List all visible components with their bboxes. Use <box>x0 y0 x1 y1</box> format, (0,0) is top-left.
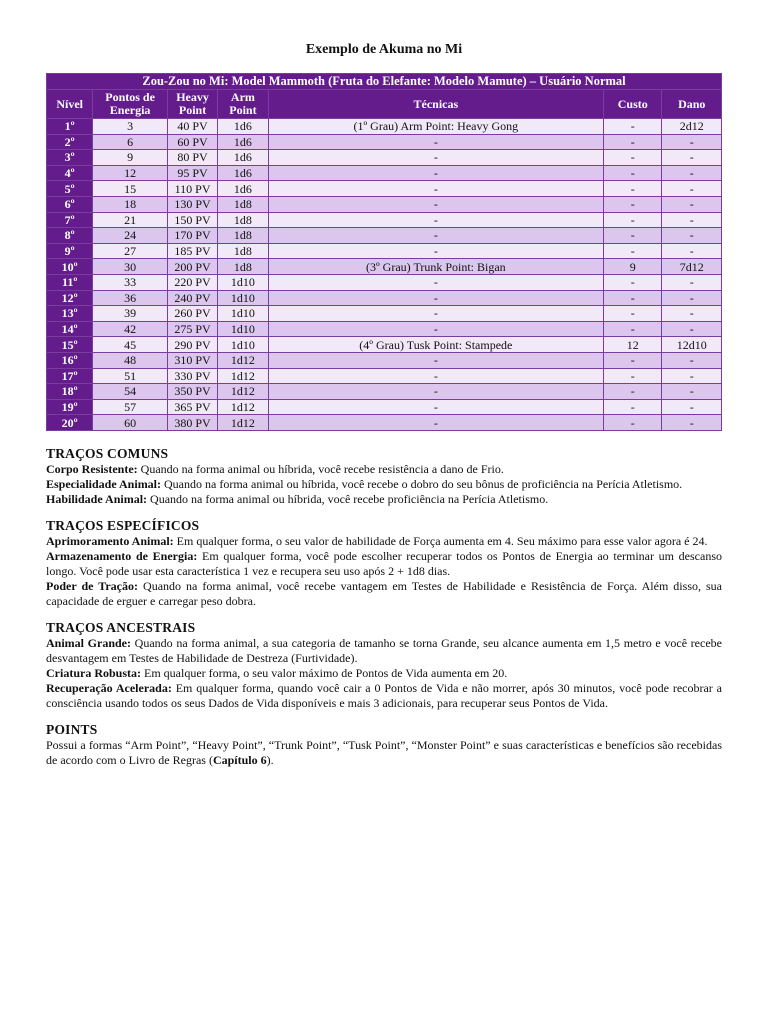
heavy-point-cell: 60 PV <box>167 134 217 150</box>
header-pontos-energia: Pontos de Energia <box>93 90 168 119</box>
dano-cell: - <box>662 212 722 228</box>
heavy-point-cell: 130 PV <box>167 196 217 212</box>
arm-point-cell: 1d8 <box>218 212 268 228</box>
nivel-cell: 4º <box>47 165 93 181</box>
trait-text: Quando na forma animal ou híbrida, você recebe resistência a dano de Frio. <box>137 462 504 476</box>
trait-text: Quando na forma animal, você recebe vantagem em Testes de Habilidade e Resistência de Força. Além disso, sua capacidade de erguer e carregar peso dobra. <box>46 579 722 608</box>
section-tracos-ancestrais <box>46 619 722 711</box>
tecnica-cell: (1º Grau) Arm Point: Heavy Gong <box>268 119 603 135</box>
energia-cell: 33 <box>93 274 168 290</box>
tecnica-cell: - <box>268 150 603 166</box>
arm-point-cell: 1d6 <box>218 181 268 197</box>
tecnica-cell: - <box>268 399 603 415</box>
table-row <box>47 196 722 212</box>
tecnica-cell: - <box>268 290 603 306</box>
arm-point-cell: 1d12 <box>218 352 268 368</box>
tecnica-cell: - <box>268 306 603 322</box>
trait-paragraph <box>46 636 722 666</box>
dano-cell: - <box>662 181 722 197</box>
trait-text: Quando na forma animal ou híbrida, você recebe o dobro do seu bônus de proficiência na Perícia Atletismo. <box>161 477 683 491</box>
arm-point-cell: 1d8 <box>218 259 268 275</box>
arm-point-cell: 1d6 <box>218 119 268 135</box>
tecnica-cell: - <box>268 368 603 384</box>
trait-text: Em qualquer forma, quando você cair a 0 Pontos de Vida e não morrer, após 30 minutos, você pode recobrar a consciência usando todos os seus Dados de Vida disponíveis e mais 3 adicionais, para recuperar seus Pontos de Vida. <box>46 681 722 710</box>
heavy-point-cell: 275 PV <box>167 321 217 337</box>
energia-cell: 12 <box>93 165 168 181</box>
tecnica-cell: - <box>268 134 603 150</box>
akuma-table <box>46 73 722 431</box>
tecnica-cell: - <box>268 384 603 400</box>
table-row <box>47 352 722 368</box>
nivel-cell: 14º <box>47 321 93 337</box>
traits-sections <box>46 445 722 778</box>
tecnica-cell: - <box>268 321 603 337</box>
heavy-point-cell: 365 PV <box>167 399 217 415</box>
dano-cell: - <box>662 134 722 150</box>
arm-point-cell: 1d10 <box>218 337 268 353</box>
energia-cell: 54 <box>93 384 168 400</box>
trait-term: Poder de Tração: <box>46 579 139 593</box>
heavy-point-cell: 310 PV <box>167 352 217 368</box>
custo-cell: - <box>604 228 662 244</box>
dano-cell: 12d10 <box>662 337 722 353</box>
nivel-cell: 16º <box>47 352 93 368</box>
tecnica-cell: - <box>268 243 603 259</box>
dano-cell: - <box>662 399 722 415</box>
custo-cell: - <box>604 243 662 259</box>
arm-point-cell: 1d12 <box>218 368 268 384</box>
trait-text: Quando na forma animal, a sua categoria de tamanho se torna Grande, seu alcance aumenta em 1,5 metro e você recebe desvantagem em Testes de Habilidade de Destreza (Furtividade). <box>46 636 722 665</box>
heavy-point-cell: 290 PV <box>167 337 217 353</box>
energia-cell: 45 <box>93 337 168 353</box>
energia-cell: 42 <box>93 321 168 337</box>
energia-cell: 18 <box>93 196 168 212</box>
table-row <box>47 337 722 353</box>
header-tecnicas: Técnicas <box>268 90 603 119</box>
energia-cell: 57 <box>93 399 168 415</box>
energia-cell: 39 <box>93 306 168 322</box>
nivel-cell: 20º <box>47 415 93 431</box>
points-text-end: ). <box>266 753 274 767</box>
custo-cell: - <box>604 181 662 197</box>
custo-cell: - <box>604 290 662 306</box>
section-tracos-especificos <box>46 517 722 609</box>
dano-cell: - <box>662 321 722 337</box>
energia-cell: 9 <box>93 150 168 166</box>
heavy-point-cell: 185 PV <box>167 243 217 259</box>
custo-cell: - <box>604 352 662 368</box>
nivel-cell: 7º <box>47 212 93 228</box>
custo-cell: - <box>604 274 662 290</box>
section-points <box>46 721 722 768</box>
dano-cell: 2d12 <box>662 119 722 135</box>
table-row <box>47 384 722 400</box>
header-heavy-point: Heavy Point <box>167 90 217 119</box>
trait-text: Em qualquer forma, o seu valor de habilidade de Força aumenta em 4. Seu máximo para esse valor agora é 24. <box>173 534 708 548</box>
nivel-cell: 15º <box>47 337 93 353</box>
table-row <box>47 290 722 306</box>
energia-cell: 21 <box>93 212 168 228</box>
dano-cell: - <box>662 150 722 166</box>
section-heading: TRAÇOS ESPECÍFICOS <box>46 518 200 533</box>
table-row <box>47 165 722 181</box>
trait-term: Especialidade Animal: <box>46 477 162 491</box>
energia-cell: 30 <box>93 259 168 275</box>
custo-cell: - <box>604 415 662 431</box>
nivel-cell: 10º <box>47 259 93 275</box>
header-nivel: Nível <box>47 90 93 119</box>
table-row <box>47 321 722 337</box>
table-body <box>47 119 722 431</box>
trait-paragraph <box>46 681 722 711</box>
dano-cell: - <box>662 368 722 384</box>
trait-term: Aprimoramento Animal: <box>46 534 174 548</box>
table-caption: Zou-Zou no Mi: Model Mammoth (Fruta do Elefante: Modelo Mamute) – Usuário Normal <box>47 74 722 90</box>
nivel-cell: 11º <box>47 274 93 290</box>
header-custo: Custo <box>604 90 662 119</box>
heavy-point-cell: 170 PV <box>167 228 217 244</box>
trait-term: Animal Grande: <box>46 636 131 650</box>
table-row <box>47 134 722 150</box>
table-row <box>47 259 722 275</box>
nivel-cell: 18º <box>47 384 93 400</box>
table-row <box>47 399 722 415</box>
trait-paragraph <box>46 534 722 549</box>
dano-cell: - <box>662 290 722 306</box>
nivel-cell: 8º <box>47 228 93 244</box>
table-row <box>47 243 722 259</box>
custo-cell: - <box>604 306 662 322</box>
tecnica-cell: - <box>268 165 603 181</box>
tecnica-cell: - <box>268 181 603 197</box>
table-row <box>47 306 722 322</box>
nivel-cell: 2º <box>47 134 93 150</box>
arm-point-cell: 1d10 <box>218 306 268 322</box>
heavy-point-cell: 350 PV <box>167 384 217 400</box>
trait-paragraph <box>46 477 722 492</box>
tecnica-cell: (3º Grau) Trunk Point: Bigan <box>268 259 603 275</box>
trait-term: Criatura Robusta: <box>46 666 141 680</box>
dano-cell: 7d12 <box>662 259 722 275</box>
arm-point-cell: 1d12 <box>218 399 268 415</box>
trait-paragraph <box>46 579 722 609</box>
heavy-point-cell: 150 PV <box>167 212 217 228</box>
table-row <box>47 119 722 135</box>
nivel-cell: 19º <box>47 399 93 415</box>
table-row <box>47 212 722 228</box>
trait-paragraph <box>46 666 722 681</box>
arm-point-cell: 1d6 <box>218 165 268 181</box>
nivel-cell: 13º <box>47 306 93 322</box>
arm-point-cell: 1d12 <box>218 384 268 400</box>
dano-cell: - <box>662 274 722 290</box>
header-arm-point: Arm Point <box>218 90 268 119</box>
trait-term: Habilidade Animal: <box>46 492 148 506</box>
heavy-point-cell: 40 PV <box>167 119 217 135</box>
tecnica-cell: - <box>268 352 603 368</box>
energia-cell: 60 <box>93 415 168 431</box>
nivel-cell: 5º <box>47 181 93 197</box>
dano-cell: - <box>662 306 722 322</box>
section-heading: TRAÇOS COMUNS <box>46 446 169 461</box>
heavy-point-cell: 330 PV <box>167 368 217 384</box>
heavy-point-cell: 240 PV <box>167 290 217 306</box>
custo-cell: - <box>604 368 662 384</box>
trait-text: Em qualquer forma, você pode escolher recuperar todos os Pontos de Energia ao terminar um descanso longo. Você pode usar esta característica 1 vez e recupera seu uso após 2 + 1d8 dias. <box>46 549 722 578</box>
trait-paragraph <box>46 492 722 507</box>
table-row <box>47 150 722 166</box>
dano-cell: - <box>662 196 722 212</box>
tecnica-cell: - <box>268 212 603 228</box>
trait-text: Em qualquer forma, o seu valor máximo de Pontos de Vida aumenta em 20. <box>141 666 508 680</box>
custo-cell: - <box>604 165 662 181</box>
nivel-cell: 12º <box>47 290 93 306</box>
heavy-point-cell: 80 PV <box>167 150 217 166</box>
table-row <box>47 274 722 290</box>
arm-point-cell: 1d10 <box>218 274 268 290</box>
custo-cell: - <box>604 321 662 337</box>
nivel-cell: 17º <box>47 368 93 384</box>
arm-point-cell: 1d10 <box>218 321 268 337</box>
trait-paragraph <box>46 549 722 579</box>
energia-cell: 24 <box>93 228 168 244</box>
arm-point-cell: 1d12 <box>218 415 268 431</box>
points-chapter: Capítulo 6 <box>212 753 267 767</box>
custo-cell: - <box>604 134 662 150</box>
dano-cell: - <box>662 352 722 368</box>
dano-cell: - <box>662 415 722 431</box>
tecnica-cell: (4º Grau) Tusk Point: Stampede <box>268 337 603 353</box>
energia-cell: 51 <box>93 368 168 384</box>
trait-term: Armazenamento de Energia: <box>46 549 198 563</box>
custo-cell: 12 <box>604 337 662 353</box>
section-heading: POINTS <box>46 722 98 737</box>
arm-point-cell: 1d8 <box>218 228 268 244</box>
dano-cell: - <box>662 243 722 259</box>
custo-cell: - <box>604 384 662 400</box>
trait-paragraph <box>46 462 722 477</box>
heavy-point-cell: 380 PV <box>167 415 217 431</box>
energia-cell: 36 <box>93 290 168 306</box>
custo-cell: - <box>604 212 662 228</box>
tecnica-cell: - <box>268 415 603 431</box>
energia-cell: 15 <box>93 181 168 197</box>
section-tracos-comuns <box>46 445 722 507</box>
heavy-point-cell: 200 PV <box>167 259 217 275</box>
custo-cell: - <box>604 119 662 135</box>
tecnica-cell: - <box>268 196 603 212</box>
custo-cell: - <box>604 399 662 415</box>
trait-term: Recuperação Acelerada: <box>46 681 172 695</box>
document-title: Exemplo de Akuma no Mi <box>305 42 463 57</box>
table-row <box>47 228 722 244</box>
trait-text: Quando na forma animal ou híbrida, você recebe proficiência na Perícia Atletismo. <box>147 492 549 506</box>
heavy-point-cell: 260 PV <box>167 306 217 322</box>
nivel-cell: 6º <box>47 196 93 212</box>
arm-point-cell: 1d8 <box>218 243 268 259</box>
dano-cell: - <box>662 384 722 400</box>
dano-cell: - <box>662 165 722 181</box>
custo-cell: - <box>604 196 662 212</box>
table-row <box>47 368 722 384</box>
arm-point-cell: 1d6 <box>218 150 268 166</box>
heavy-point-cell: 110 PV <box>167 181 217 197</box>
dano-cell: - <box>662 228 722 244</box>
table-row <box>47 415 722 431</box>
heavy-point-cell: 220 PV <box>167 274 217 290</box>
energia-cell: 3 <box>93 119 168 135</box>
custo-cell: 9 <box>604 259 662 275</box>
nivel-cell: 3º <box>47 150 93 166</box>
nivel-cell: 9º <box>47 243 93 259</box>
energia-cell: 6 <box>93 134 168 150</box>
tecnica-cell: - <box>268 274 603 290</box>
arm-point-cell: 1d10 <box>218 290 268 306</box>
table-row <box>47 181 722 197</box>
header-dano: Dano <box>662 90 722 119</box>
points-text: Possui a formas “Arm Point”, “Heavy Point”, “Trunk Point”, “Tusk Point”, “Monster Point” e suas características e benefícios são recebidas de acordo com o Livro de Regras ( <box>46 738 722 767</box>
points-paragraph <box>46 738 722 768</box>
tecnica-cell: - <box>268 228 603 244</box>
custo-cell: - <box>604 150 662 166</box>
trait-term: Corpo Resistente: <box>46 462 138 476</box>
section-heading: TRAÇOS ANCESTRAIS <box>46 620 196 635</box>
arm-point-cell: 1d6 <box>218 134 268 150</box>
energia-cell: 27 <box>93 243 168 259</box>
heavy-point-cell: 95 PV <box>167 165 217 181</box>
nivel-cell: 1º <box>47 119 93 135</box>
energia-cell: 48 <box>93 352 168 368</box>
arm-point-cell: 1d8 <box>218 196 268 212</box>
